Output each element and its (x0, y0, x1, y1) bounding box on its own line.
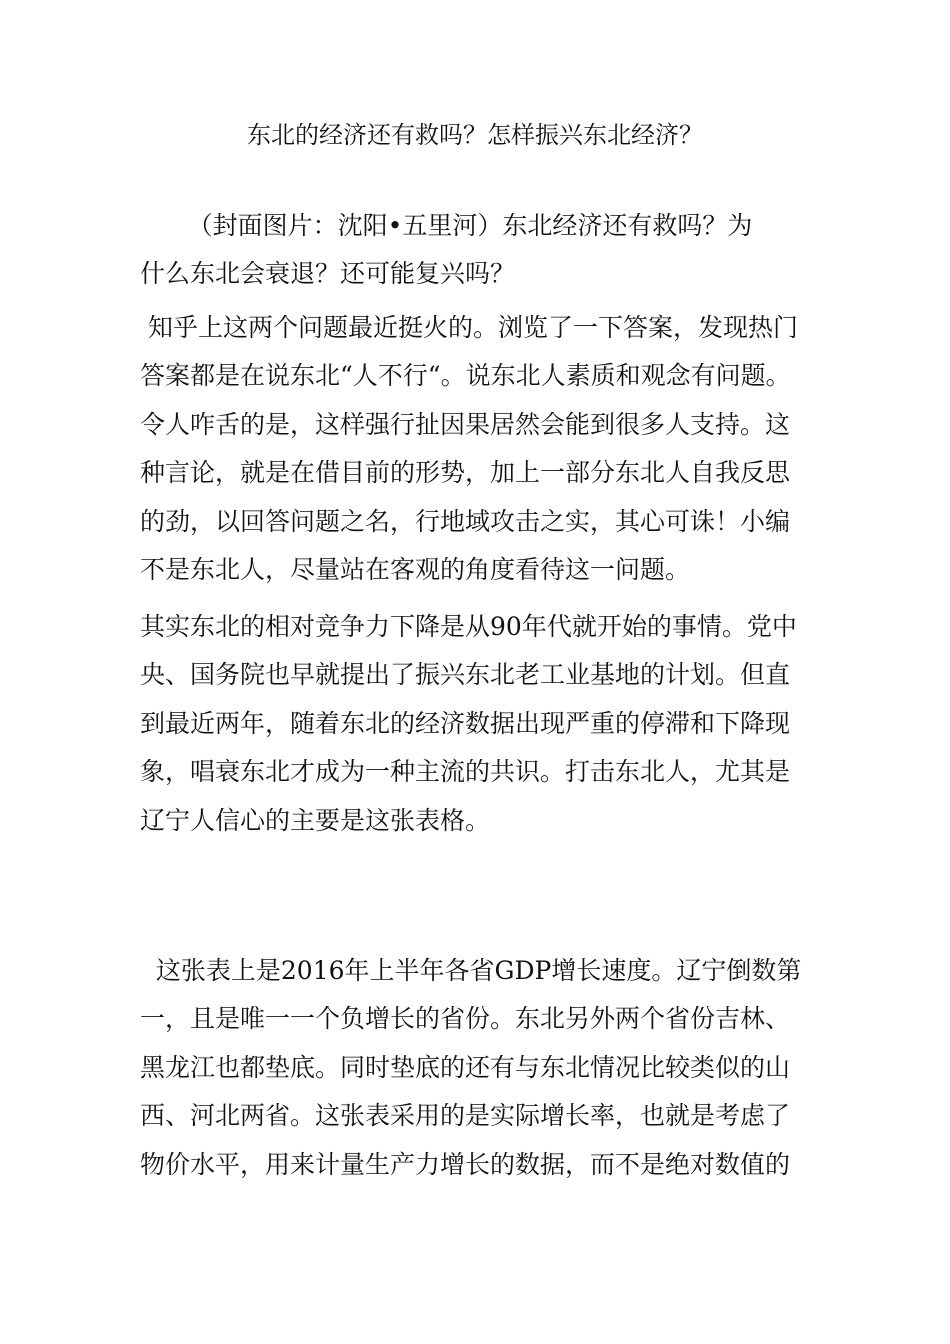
text-line: 的劲，以回答问题之名，行地域攻击之实，其心可诛！小编 (140, 506, 791, 536)
document-title: 东北的经济还有救吗？怎样振兴东北经济？ (247, 121, 703, 149)
text-line: 一，且是唯一一个负增长的省份。东北另外两个省份吉林、 (140, 1004, 791, 1034)
text-line: 物价水平，用来计量生产力增长的数据，而不是绝对数值的 (140, 1149, 791, 1179)
text-line: 不是东北人，尽量站在客观的角度看待这一问题。 (140, 554, 691, 584)
text-line: 种言论，就是在借目前的形势，加上一部分东北人自我反思 (140, 458, 791, 488)
intro-paragraph (140, 202, 820, 299)
text-line: 令人咋舌的是，这样强行扯因果居然会能到很多人支持。这 (140, 409, 791, 439)
text-line: 黑龙江也都垫底。同时垫底的还有与东北情况比较类似的山 (140, 1052, 791, 1082)
text-line: 这张表上是2016年上半年各省GDP增长速度。辽宁倒数第 (140, 956, 802, 985)
paragraph-2 (140, 603, 820, 845)
text-line: 辽宁人信心的主要是这张表格。 (140, 805, 491, 835)
text-line: 央、国务院也早就提出了振兴东北老工业基地的计划。但直 (140, 660, 791, 690)
text-line: 象，唱衰东北才成为一种主流的共识。打击东北人，尤其是 (140, 757, 791, 787)
text-line: 知乎上这两个问题最近挺火的。浏览了一下答案，发现热门 (140, 313, 798, 342)
text-line: 西、河北两省。这张表采用的是实际增长率，也就是考虑了 (140, 1101, 791, 1131)
paragraph-3 (140, 947, 820, 1189)
text-line: （封面图片：沈阳•五里河）东北经济还有救吗？为 (140, 211, 753, 240)
paragraph-1 (140, 304, 820, 594)
text-line: 答案都是在说东北“人不行“。说东北人素质和观念有问题。 (140, 361, 791, 391)
text-line: 什么东北会衰退？还可能复兴吗？ (140, 259, 516, 289)
text-line: 其实东北的相对竞争力下降是从90年代就开始的事情。党中 (140, 612, 797, 641)
text-line: 到最近两年，随着东北的经济数据出现严重的停滞和下降现 (140, 708, 791, 738)
